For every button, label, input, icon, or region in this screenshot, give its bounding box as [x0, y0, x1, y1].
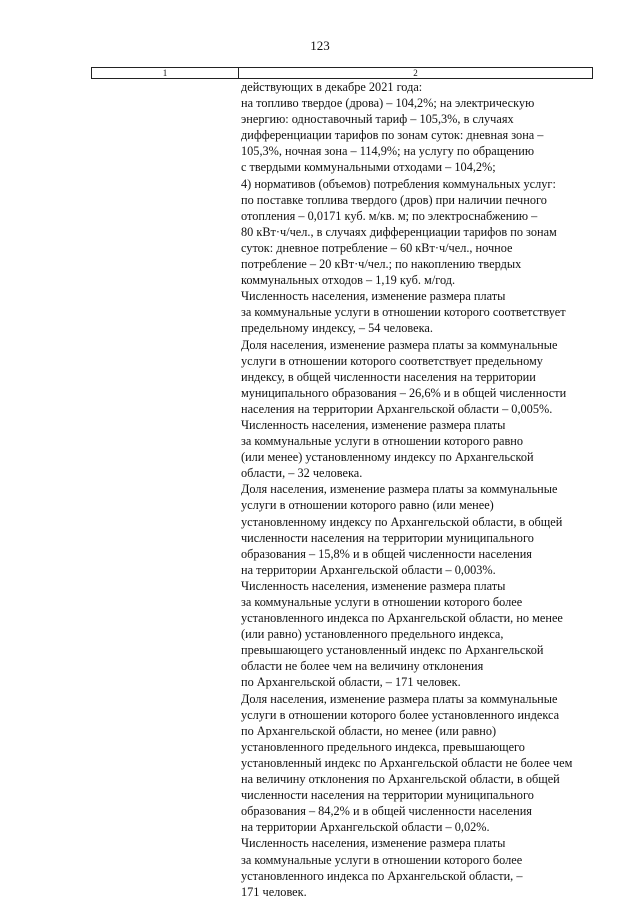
text-line: 171 человек.: [241, 884, 307, 899]
text-line: услуги в отношении которого равно (или менее): [241, 498, 494, 513]
text-line: установленный индекс по Архангельской области не более чем: [241, 755, 573, 770]
text-line: с твердыми коммунальными отходами – 104,2%;: [241, 160, 496, 175]
document-table: [91, 67, 593, 79]
text-line: предельному индексу, – 54 человека.: [241, 321, 433, 336]
text-line: образования – 84,2% и в общей численности населения: [241, 804, 532, 819]
text-line: области не более чем на величину отклонения: [241, 659, 484, 674]
text-line: дифференциации тарифов по зонам суток: дневная зона –: [241, 128, 544, 143]
text-line: по Архангельской области, но менее (или равно): [241, 723, 497, 738]
text-line: энергию: одноставочный тариф – 105,3%, в случаях: [241, 112, 514, 127]
text-line: на топливо твердое (дрова) – 104,2%; на электрическую: [241, 96, 535, 111]
column-2-text: [241, 79, 593, 900]
text-line: за коммунальные услуги в отношении которого более: [241, 595, 523, 609]
text-line: Численность населения, изменение размера платы: [241, 578, 506, 593]
text-line: за коммунальные услуги в отношении которого более: [241, 852, 523, 867]
text-line: численности населения на территории муниципального: [241, 530, 534, 545]
text-line: потребление – 20 кВт·ч/чел.; по накоплению твердых: [241, 257, 522, 272]
text-line: на величину отклонения по Архангельской области, в общей: [241, 772, 560, 787]
text-line: за коммунальные услуги в отношении которого равно: [241, 434, 524, 449]
text-line: установленного предельного индекса, превышающего: [241, 739, 525, 754]
text-line: отопления – 0,0171 куб. м/кв. м; по электроснабжению –: [241, 208, 538, 223]
text-line: Численность населения, изменение размера платы: [241, 289, 506, 304]
column-1-header: 1: [92, 68, 239, 78]
text-line: индексу, в общей численности населения на территории: [241, 369, 536, 384]
table-header-row: [91, 67, 593, 79]
text-line: действующих в декабре 2021 года:: [241, 80, 423, 94]
text-line: по поставке топлива твердого (дров) при наличии печного: [241, 192, 547, 207]
text-line: Численность населения, изменение размера платы: [241, 836, 506, 851]
text-line: численности населения на территории муниципального: [241, 788, 534, 803]
text-line: Доля населения, изменение размера платы за коммунальные: [241, 337, 558, 352]
text-line: установленного индекса по Архангельской области, но менее: [241, 611, 563, 626]
text-line: установленного индекса по Архангельской области, –: [241, 868, 523, 883]
text-line: (или равно) установленного предельного индекса,: [241, 627, 504, 642]
page-number: 123: [310, 38, 330, 53]
text-line: (или менее) установленному индексу по Архангельской: [241, 450, 534, 465]
text-line: Доля населения, изменение размера платы за коммунальные: [241, 691, 558, 706]
text-line: на территории Архангельской области – 0,003%.: [241, 562, 496, 577]
text-line: услуги в отношении которого соответствует предельному: [241, 353, 543, 368]
text-line: за коммунальные услуги в отношении которого соответствует: [241, 305, 566, 320]
text-line: 80 кВт·ч/чел., в случаях дифференциации тарифов по зонам: [241, 224, 557, 239]
text-line: услуги в отношении которого более установленного индекса: [241, 707, 560, 722]
text-line: Численность населения, изменение размера платы: [241, 417, 506, 432]
text-line: образования – 15,8% и в общей численности населения: [241, 546, 532, 561]
text-line: Доля населения, изменение размера платы за коммунальные: [241, 482, 558, 497]
text-line: 4) нормативов (объемов) потребления коммунальных услуг:: [241, 176, 556, 191]
text-line: по Архангельской области, – 171 человек.: [241, 675, 461, 690]
text-line: на территории Архангельской области – 0,02%.: [241, 820, 490, 835]
text-line: установленному индексу по Архангельской области, в общей: [241, 514, 563, 529]
text-line: населения на территории Архангельской области – 0,005%.: [241, 401, 553, 416]
text-line: коммунальных отходов – 1,19 куб. м/год.: [241, 273, 456, 288]
text-line: области, – 32 человека.: [241, 466, 363, 481]
text-line: 105,3%, ночная зона – 114,9%; на услугу по обращению: [241, 144, 534, 159]
text-line: муниципального образования – 26,6% и в общей численности: [241, 385, 567, 400]
column-2-header: 2: [413, 68, 418, 78]
text-line: превышающего установленный индекс по Архангельской: [241, 643, 544, 658]
text-line: суток: дневное потребление – 60 кВт·ч/чел., ночное: [241, 240, 513, 255]
